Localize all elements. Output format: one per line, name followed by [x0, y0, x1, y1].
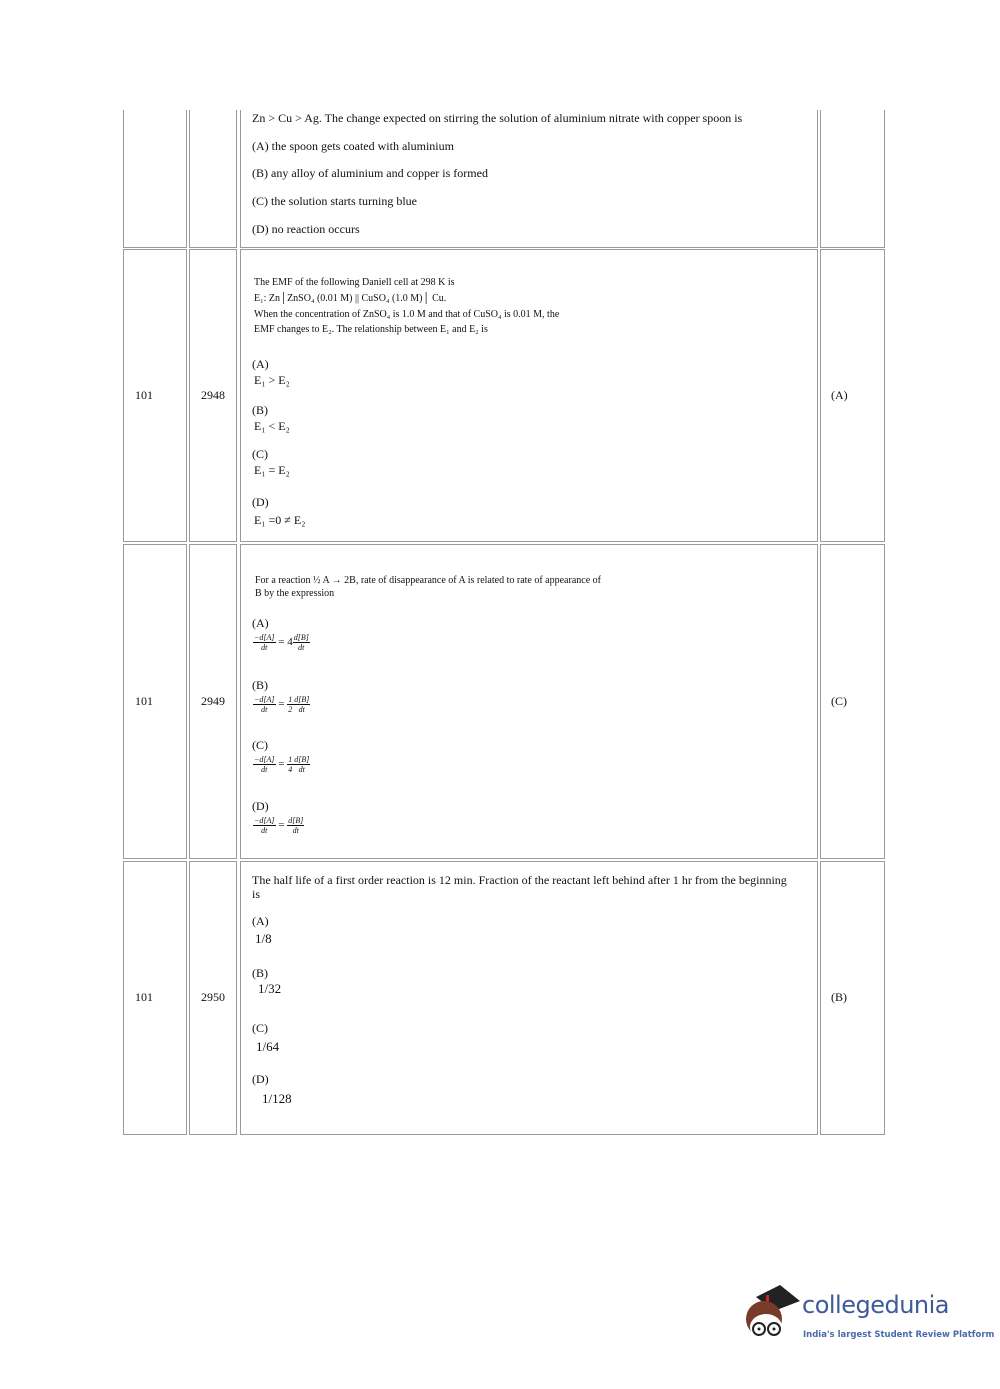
option-d: (D) no reaction occurs [252, 222, 360, 236]
option-c: (C) the solution starts turning blue [252, 194, 417, 208]
rhs-fraction [293, 755, 310, 774]
numerator: −d[A] [254, 633, 275, 642]
logo-wordmark: collegedunia [802, 1291, 950, 1319]
cell-question [240, 861, 818, 1135]
numerator: 1 [288, 755, 293, 764]
rhs-fraction [287, 816, 304, 835]
answer: (C) [831, 694, 847, 708]
denominator: 2 [288, 705, 293, 714]
cell-id [123, 110, 187, 248]
lhs-fraction [253, 755, 276, 774]
numerator: −d[A] [254, 816, 275, 825]
cell-answer [820, 861, 885, 1135]
option-label: (B) [252, 678, 268, 692]
option-a: (A) the spoon gets coated with aluminium [252, 139, 454, 153]
mascot-icon [742, 1283, 802, 1351]
question-id: 2948 [201, 388, 225, 402]
logo-tagline: India's largest Student Review Platform [803, 1330, 995, 1340]
rhs-fraction [293, 633, 310, 652]
option-b-value: 1/32 [258, 981, 282, 996]
option-d-value: E₁ =0 ≠ E₂ [254, 513, 306, 527]
question-line: is [252, 887, 261, 901]
numerator: −d[A] [254, 755, 275, 764]
denominator: dt [298, 643, 305, 652]
option-expression: $\frac{-d[A]}{dt}$ = $\frac{1}{2}$ $\frac{d[B]}{dt}$ [254, 695, 310, 714]
cell-answer [820, 249, 885, 542]
option-c-label: (C) [252, 447, 268, 461]
option-label: (C) [252, 738, 268, 752]
question-text: Zn > Cu > Ag. The change expected on stirring the solution of aluminium nitrate with copper spoon is [252, 111, 743, 125]
option-d-value: 1/128 [262, 1091, 292, 1106]
cell-id [123, 861, 187, 1135]
denominator: dt [298, 765, 305, 774]
row-id: 101 [135, 990, 153, 1004]
option-expression: $\frac{-d[A]}{dt}$ = $\frac{1}{4}$ $\frac{d[B]}{dt}$ [254, 755, 310, 774]
question-line: B by the expression [255, 588, 335, 599]
option-a-value: E₁ > E₂ [254, 373, 290, 387]
question-line: For a reaction ½ A → 2B, rate of disappearance of A is related to rate of appearance of [255, 575, 601, 586]
denominator: dt [261, 826, 268, 835]
collegedunia-logo [742, 1283, 995, 1353]
question-id: 2950 [201, 990, 225, 1004]
option-expression: $\frac{-d[A]}{dt}$ = 4 $\frac{d[B]}{dt}$ [254, 633, 309, 652]
denominator: dt [298, 705, 305, 714]
option-d-label: (D) [252, 495, 269, 509]
question-line: The EMF of the following Daniell cell at 298 K is [254, 277, 455, 288]
numerator: d[B] [293, 633, 309, 642]
option-c-value: E₁ = E₂ [254, 463, 290, 477]
option-b: (B) any alloy of aluminium and copper is formed [252, 166, 488, 180]
question-line: When the concentration of ZnSO₄ is 1.0 M and that of CuSO₄ is 0.01 M, the [254, 309, 560, 320]
numerator: 1 [288, 695, 293, 704]
denominator: dt [261, 705, 268, 714]
option-c-label: (C) [252, 1021, 268, 1035]
rhs-fraction [293, 695, 310, 714]
question-line: EMF changes to E₂. The relationship between E₁ and E₂ is [254, 324, 488, 335]
numerator: −d[A] [254, 695, 275, 704]
answer: (B) [831, 990, 847, 1004]
row-id: 101 [135, 388, 153, 402]
option-label: (A) [252, 616, 269, 630]
row-id: 101 [135, 694, 153, 708]
lhs-fraction [253, 816, 276, 835]
lhs-fraction [253, 695, 276, 714]
numerator: d[B] [288, 816, 304, 825]
option-d-label: (D) [252, 1072, 269, 1086]
question-id: 2949 [201, 694, 225, 708]
option-a-value: 1/8 [255, 931, 272, 946]
denominator: dt [292, 826, 299, 835]
numerator: d[B] [294, 695, 310, 704]
cell-id [123, 544, 187, 859]
option-label: (D) [252, 799, 269, 813]
lhs-fraction [253, 633, 276, 652]
numerator: d[B] [294, 755, 310, 764]
denominator: dt [261, 643, 268, 652]
denominator: 4 [288, 765, 293, 774]
option-c-value: 1/64 [256, 1039, 280, 1054]
question-line: The half life of a first order reaction is 12 min. Fraction of the reactant left behind after 1 hr from the beginning [252, 873, 787, 887]
option-b-label: (B) [252, 403, 268, 417]
cell-answer [820, 110, 885, 248]
cell-qid [189, 110, 237, 248]
denominator: dt [261, 765, 268, 774]
option-expression: $\frac{-d[A]}{dt}$ = $\frac{d[B]}{dt}$ [254, 816, 304, 835]
coefficient: 4 [287, 636, 293, 649]
answer: (A) [831, 388, 848, 402]
cell-answer [820, 544, 885, 859]
question-line: E₁: Zn│ZnSO₄ (0.01 M) || CuSO₄ (1.0 M)│ Cu. [254, 293, 447, 304]
option-a-label: (A) [252, 914, 269, 928]
cell-id [123, 249, 187, 542]
option-a-label: (A) [252, 357, 269, 371]
option-b-label: (B) [252, 966, 268, 980]
option-b-value: E₁ < E₂ [254, 419, 290, 433]
